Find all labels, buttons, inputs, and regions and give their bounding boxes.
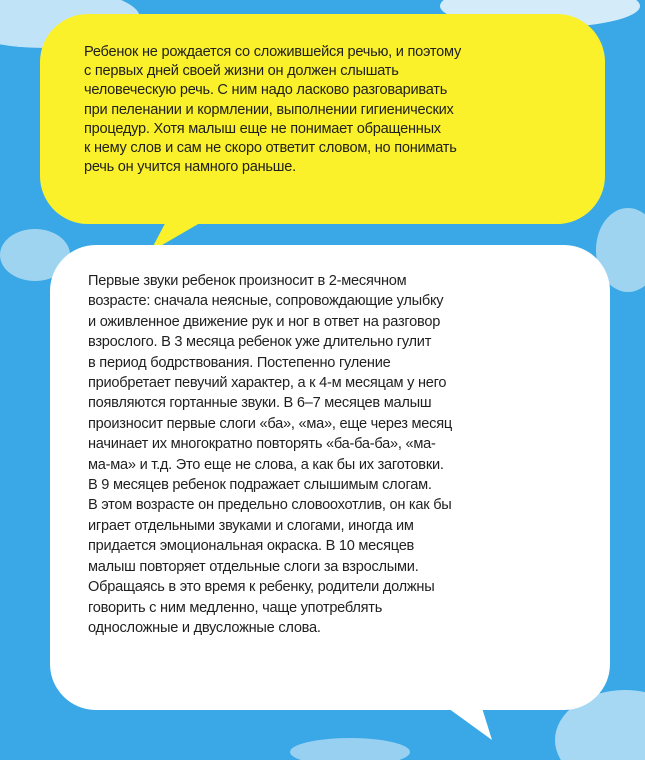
text-line: появляются гортанные звуки. В 6–7 месяцев малыш	[88, 395, 432, 412]
text-line: к нему слов и сам не скоро ответит словом, но понимать	[84, 140, 457, 157]
text-line: Ребенок не рождается со сложившейся речью, и поэтому	[84, 44, 462, 60]
text-line: говорить с ним медленно, чаще употреблять	[88, 599, 383, 616]
text-line: приобретает певучий характер, а к 4-м месяцам у него	[88, 375, 447, 392]
text-line: Обращаясь в это время к ребенку, родители должны	[88, 579, 435, 596]
text-line: ма-ма» и т.д. Это еще не слова, а как бы их заготовки.	[88, 456, 444, 473]
text-line: односложные и двусложные слова.	[88, 619, 321, 636]
text-line: малыш повторяет отдельные слоги за взрослыми.	[88, 558, 419, 575]
text-line: играет отдельными звуками и слогами, иногда им	[88, 517, 414, 534]
text-line: начинает их многократно повторять «ба-ба-ба», «ма-	[88, 436, 436, 453]
text-line: при пеленании и кормлении, выполнении гигиенических	[84, 101, 454, 118]
text-line: и оживленное движение рук и ног в ответ на разговор	[88, 313, 441, 330]
text-line: возрасте: сначала неясные, сопровождающие улыбку	[88, 293, 444, 310]
white-bubble-text	[88, 271, 588, 638]
text-line: речь он учится намного раньше.	[84, 159, 296, 176]
text-line: в период бодрствования. Постепенно гуление	[88, 354, 391, 371]
yellow-bubble-text	[84, 43, 584, 177]
text-line: придается эмоциональная окраска. В 10 месяцев	[88, 538, 415, 555]
text-line: В 9 месяцев ребенок подражает слышимым слогам.	[88, 477, 432, 494]
text-line: взрослого. В 3 месяца ребенок уже длительно гулит	[88, 334, 432, 351]
text-line: Первые звуки ребенок произносит в 2-месячном	[88, 273, 407, 289]
text-line: произносит первые слоги «ба», «ма», еще через месяц	[88, 415, 452, 432]
cloud	[290, 738, 410, 760]
text-line: человеческую речь. С ним надо ласково разговаривать	[84, 82, 448, 99]
text-line: В этом возрасте он предельно словоохотлив, он как бы	[88, 497, 452, 514]
text-line: процедур. Хотя малыш еще не понимает обращенных	[84, 120, 441, 137]
text-line: с первых дней своей жизни он должен слышать	[84, 63, 399, 80]
